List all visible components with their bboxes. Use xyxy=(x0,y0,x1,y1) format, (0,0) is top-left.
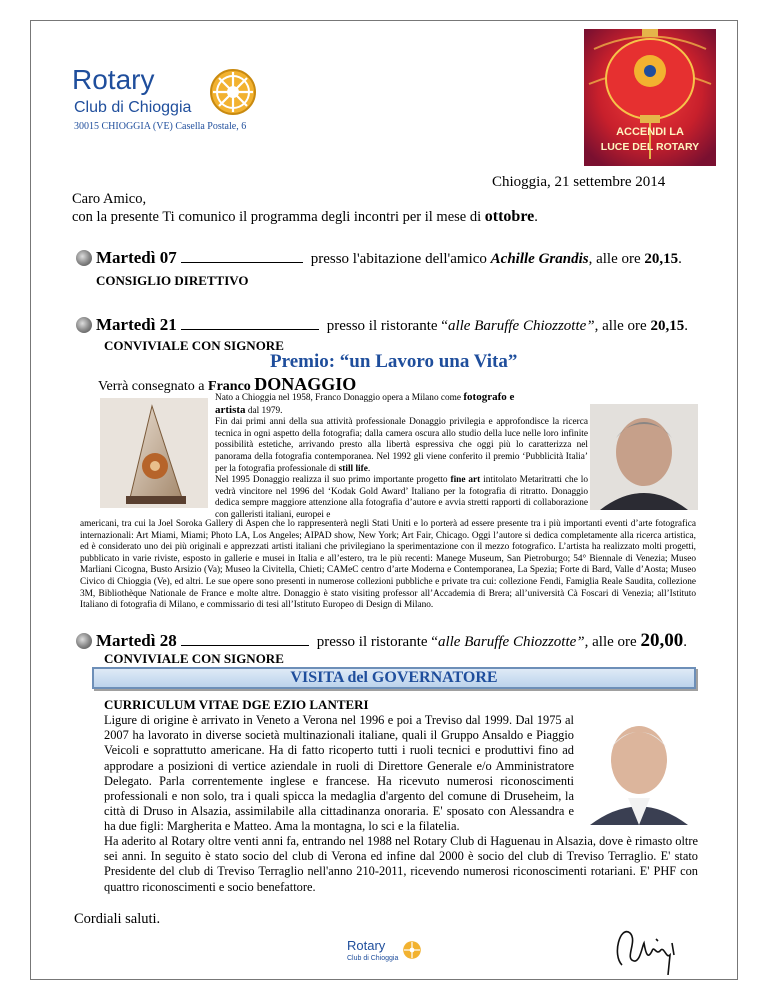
event-1-host: Achille Grandis xyxy=(490,251,589,267)
bio-p3-b: intitolato Metaritratti che lo vedrà vincitore nel 1996 del ‘Kodak Gold Award’ Italiano per la fotografia di ritratto. Donaggio dedica sempre maggiore attenzione alla fotografia d’autore e avvia stretti rapporti di collaborazione con galleristi italiani, europei e xyxy=(215,475,588,520)
intro-end: . xyxy=(534,209,538,225)
event-3-line xyxy=(181,631,309,646)
event-1-text: presso l'abitazione dell'amico xyxy=(310,251,491,267)
poster-line-1: ACCENDI LA xyxy=(616,126,684,138)
poster-line-2: LUCE DEL ROTARY xyxy=(600,141,700,153)
rotary-wheel-logo xyxy=(208,67,258,117)
event-3-time: 20,00 xyxy=(640,630,684,651)
intro-text: con la presente Ti comunico il programma degli incontri per il mese di xyxy=(72,209,482,225)
event-2-venue: alle Baruffe Chiozzotte” xyxy=(447,318,595,334)
event-1-end: . xyxy=(678,251,682,267)
award-bio-bottom: americani, tra cui la Joel Soroka Gallery di Aspen che lo rappresenterà negli Stati Uniti e lo porterà ad essere presente tra i più importanti eventi d’arte fotografica internazionali: Art Miami, Miami; Photo LA, Los Angeles; AIPAD show, New York; Art Fair, Chicago. Oggi l’autore si dedica completamente alla ricerca artistica, ed è considerato uno dei più originali e apprezzati artisti italiani che privilegiano la sperimentazione con il mezzo fotografico. L’artista ha realizzato molti progetti, pubblicato in varie riviste, esposto in gallerie e musei in Italia e all’estero, tra le più recenti: Manege Museum, San Pietroburgo; 54° Biennale di Venezia; Museo Marliani Cicogna, Busto Arsizio (Va); Museo la Civitella, Chieti; CAMeC centro d’arte Moderna e Contemporanea, La Spezia; Forte di Bard, Valle d’Aosta; Museo Civico di Chioggia (Ve), ed altri. Le sue opere sono presenti in numerose collezioni pubbliche e private tra cui: collezione Fendi, Famiglia Reale Saudita, collezione 3M, Bibliothèque Nationale de France e molte altre. Donaggio è stato visiting professor all’Accademia di Brera; all’università Cà Foscari di Venezia; all’Istituto Italiano di fotografia di Milano, e commissario di tesi all’Istituto Europeo di Design di Milano. xyxy=(80,519,696,611)
club-name: Club di Chioggia xyxy=(74,99,192,116)
event-1-time: 20,15 xyxy=(644,251,679,267)
letter-date: Chioggia, 21 settembre 2014 xyxy=(492,174,666,190)
bio-p2-bold: still life xyxy=(338,463,368,474)
donaggio-portrait-photo xyxy=(590,404,698,510)
event-1-day: Martedì 07 xyxy=(96,248,177,267)
bio-p3-bold: fine art xyxy=(450,475,481,486)
event-2-day: Martedì 21 xyxy=(96,315,177,334)
closing-salutation: Cordiali saluti. xyxy=(74,911,161,927)
event-1 xyxy=(96,248,682,268)
bio-p2: Fin dai primi anni della sua attività professionale Donaggio privilegia e approfondisce la ricerca tecnica in ogni aspetto della fotografia; dalla camera oscura allo studio della luce nelle loro infinite possibilità estetiche, arrivando presto alla libertà espressiva che oggi più lo caratterizza nel panorama della fotografia contemporanea. Nel 1992 gli viene conferito il premio ‘Pubblicità Italia’ per la fotografia professionale di xyxy=(215,417,588,474)
event-2 xyxy=(96,315,688,335)
event-2-end: . xyxy=(684,318,688,334)
bio-p3-a: Nel 1995 Donaggio realizza il suo primo importante progetto xyxy=(215,475,451,486)
event-2-line xyxy=(181,315,319,330)
event-3 xyxy=(96,630,687,652)
footer-rotary-title: Rotary xyxy=(347,938,386,953)
cv-text-wrapped: Ligure di origine è arrivato in Veneto a Verona nel 1996 e poi a Treviso dal 1999. Dal 1975 al 2007 ha lavorato in diverse società multinazionali italiane, quali il Gruppo Ansaldo e Piaggio Veicoli e soprattutto americane. Ha di fatto ricoperto tutti i ruoli tecnici e produttivi fino ad approdare a posizioni di vertice aziendale in ruoli di Direttore Generale e/o Amministratore Delegato. Parla correntemente inglese e francese. Ha ricevuto numerosi riconoscimenti professionali e non solo, tra i quali spicca la medaglia d'argento del comune di Druseheim, la città di Druso in Alsazia, assimilabile alla cittadinanza onoraria. E' sposato con Alessandra e ha due figli: Margherita e Matteo. Ama la montagna, lo sci e la filatelia. xyxy=(104,713,574,834)
event-bullet-icon xyxy=(76,250,92,266)
award-bio-top xyxy=(215,392,588,522)
event-2-text: presso il ristorante “ xyxy=(326,318,448,334)
cv-title: CURRICULUM VITAE DGE EZIO LANTERI xyxy=(104,697,369,712)
bio-p2-end: . xyxy=(367,463,371,474)
governor-banner xyxy=(92,667,696,689)
event-3-venue: alle Baruffe Chiozzotte” xyxy=(437,634,585,650)
event-1-subtitle: CONSIGLIO DIRETTIVO xyxy=(96,273,249,288)
award-last-name: DONAGGIO xyxy=(254,374,357,394)
governor-banner-text: VISITA del GOVERNATORE xyxy=(290,669,498,686)
rotary-title: Rotary xyxy=(72,64,155,95)
intro-month: ottobre xyxy=(484,208,535,225)
poster-image xyxy=(584,29,716,166)
letter-intro xyxy=(72,208,538,226)
award-sculpture-photo xyxy=(100,398,208,508)
event-3-subtitle: CONVIVIALE CON SIGNORE xyxy=(104,651,284,666)
event-1-line xyxy=(181,248,303,263)
governor-portrait-photo xyxy=(582,710,696,825)
bio-p1-a: Nato a Chioggia nel 1958, Franco Donaggio opera a Milano come xyxy=(215,393,464,403)
award-prefix: Verrà consegnato a xyxy=(98,379,209,394)
bio-p1-c: artista xyxy=(215,403,246,416)
award-first-name: Franco xyxy=(208,379,255,394)
signature xyxy=(610,915,690,975)
event-3-end: . xyxy=(683,634,687,650)
letter-greeting: Caro Amico, xyxy=(72,191,147,207)
bio-p1-b: fotografo e xyxy=(463,391,515,403)
event-3-text: presso il ristorante “ xyxy=(316,634,438,650)
cv-text-full: Ha aderito al Rotary oltre venti anni fa, entrando nel 1988 nel Rotary Club di Haguenau in Alsazia, dove è rimasto oltre sei anni. In seguito è stato socio del club di Verona ed infine dal 2000 è socio del club di Treviso Terraglio. E' stato Presidente del club di Treviso Terraglio nell'anno 210-2011, ricevendo numerosi riconoscimenti rotariani. E' PHF con quattro riconoscimenti e socio benefattore. xyxy=(104,834,698,894)
event-2-subtitle: CONVIVIALE CON SIGNORE xyxy=(104,338,284,353)
event-1-time-label: , alle ore xyxy=(588,251,645,267)
award-title: Premio: “un Lavoro una Vita” xyxy=(270,351,518,372)
event-bullet-icon xyxy=(76,317,92,333)
event-3-day: Martedì 28 xyxy=(96,631,177,650)
event-bullet-icon xyxy=(76,633,92,649)
club-address: 30015 CHIOGGIA (VE) Casella Postale, 6 xyxy=(74,121,247,132)
event-2-time: 20,15 xyxy=(650,318,685,334)
bio-p1-d: dal 1979. xyxy=(245,405,283,416)
footer-club-name: Club di Chioggia xyxy=(347,955,399,962)
event-3-time-label: , alle ore xyxy=(584,634,641,650)
footer-rotary-wheel-icon xyxy=(402,940,422,960)
event-2-time-label: , alle ore xyxy=(594,318,651,334)
